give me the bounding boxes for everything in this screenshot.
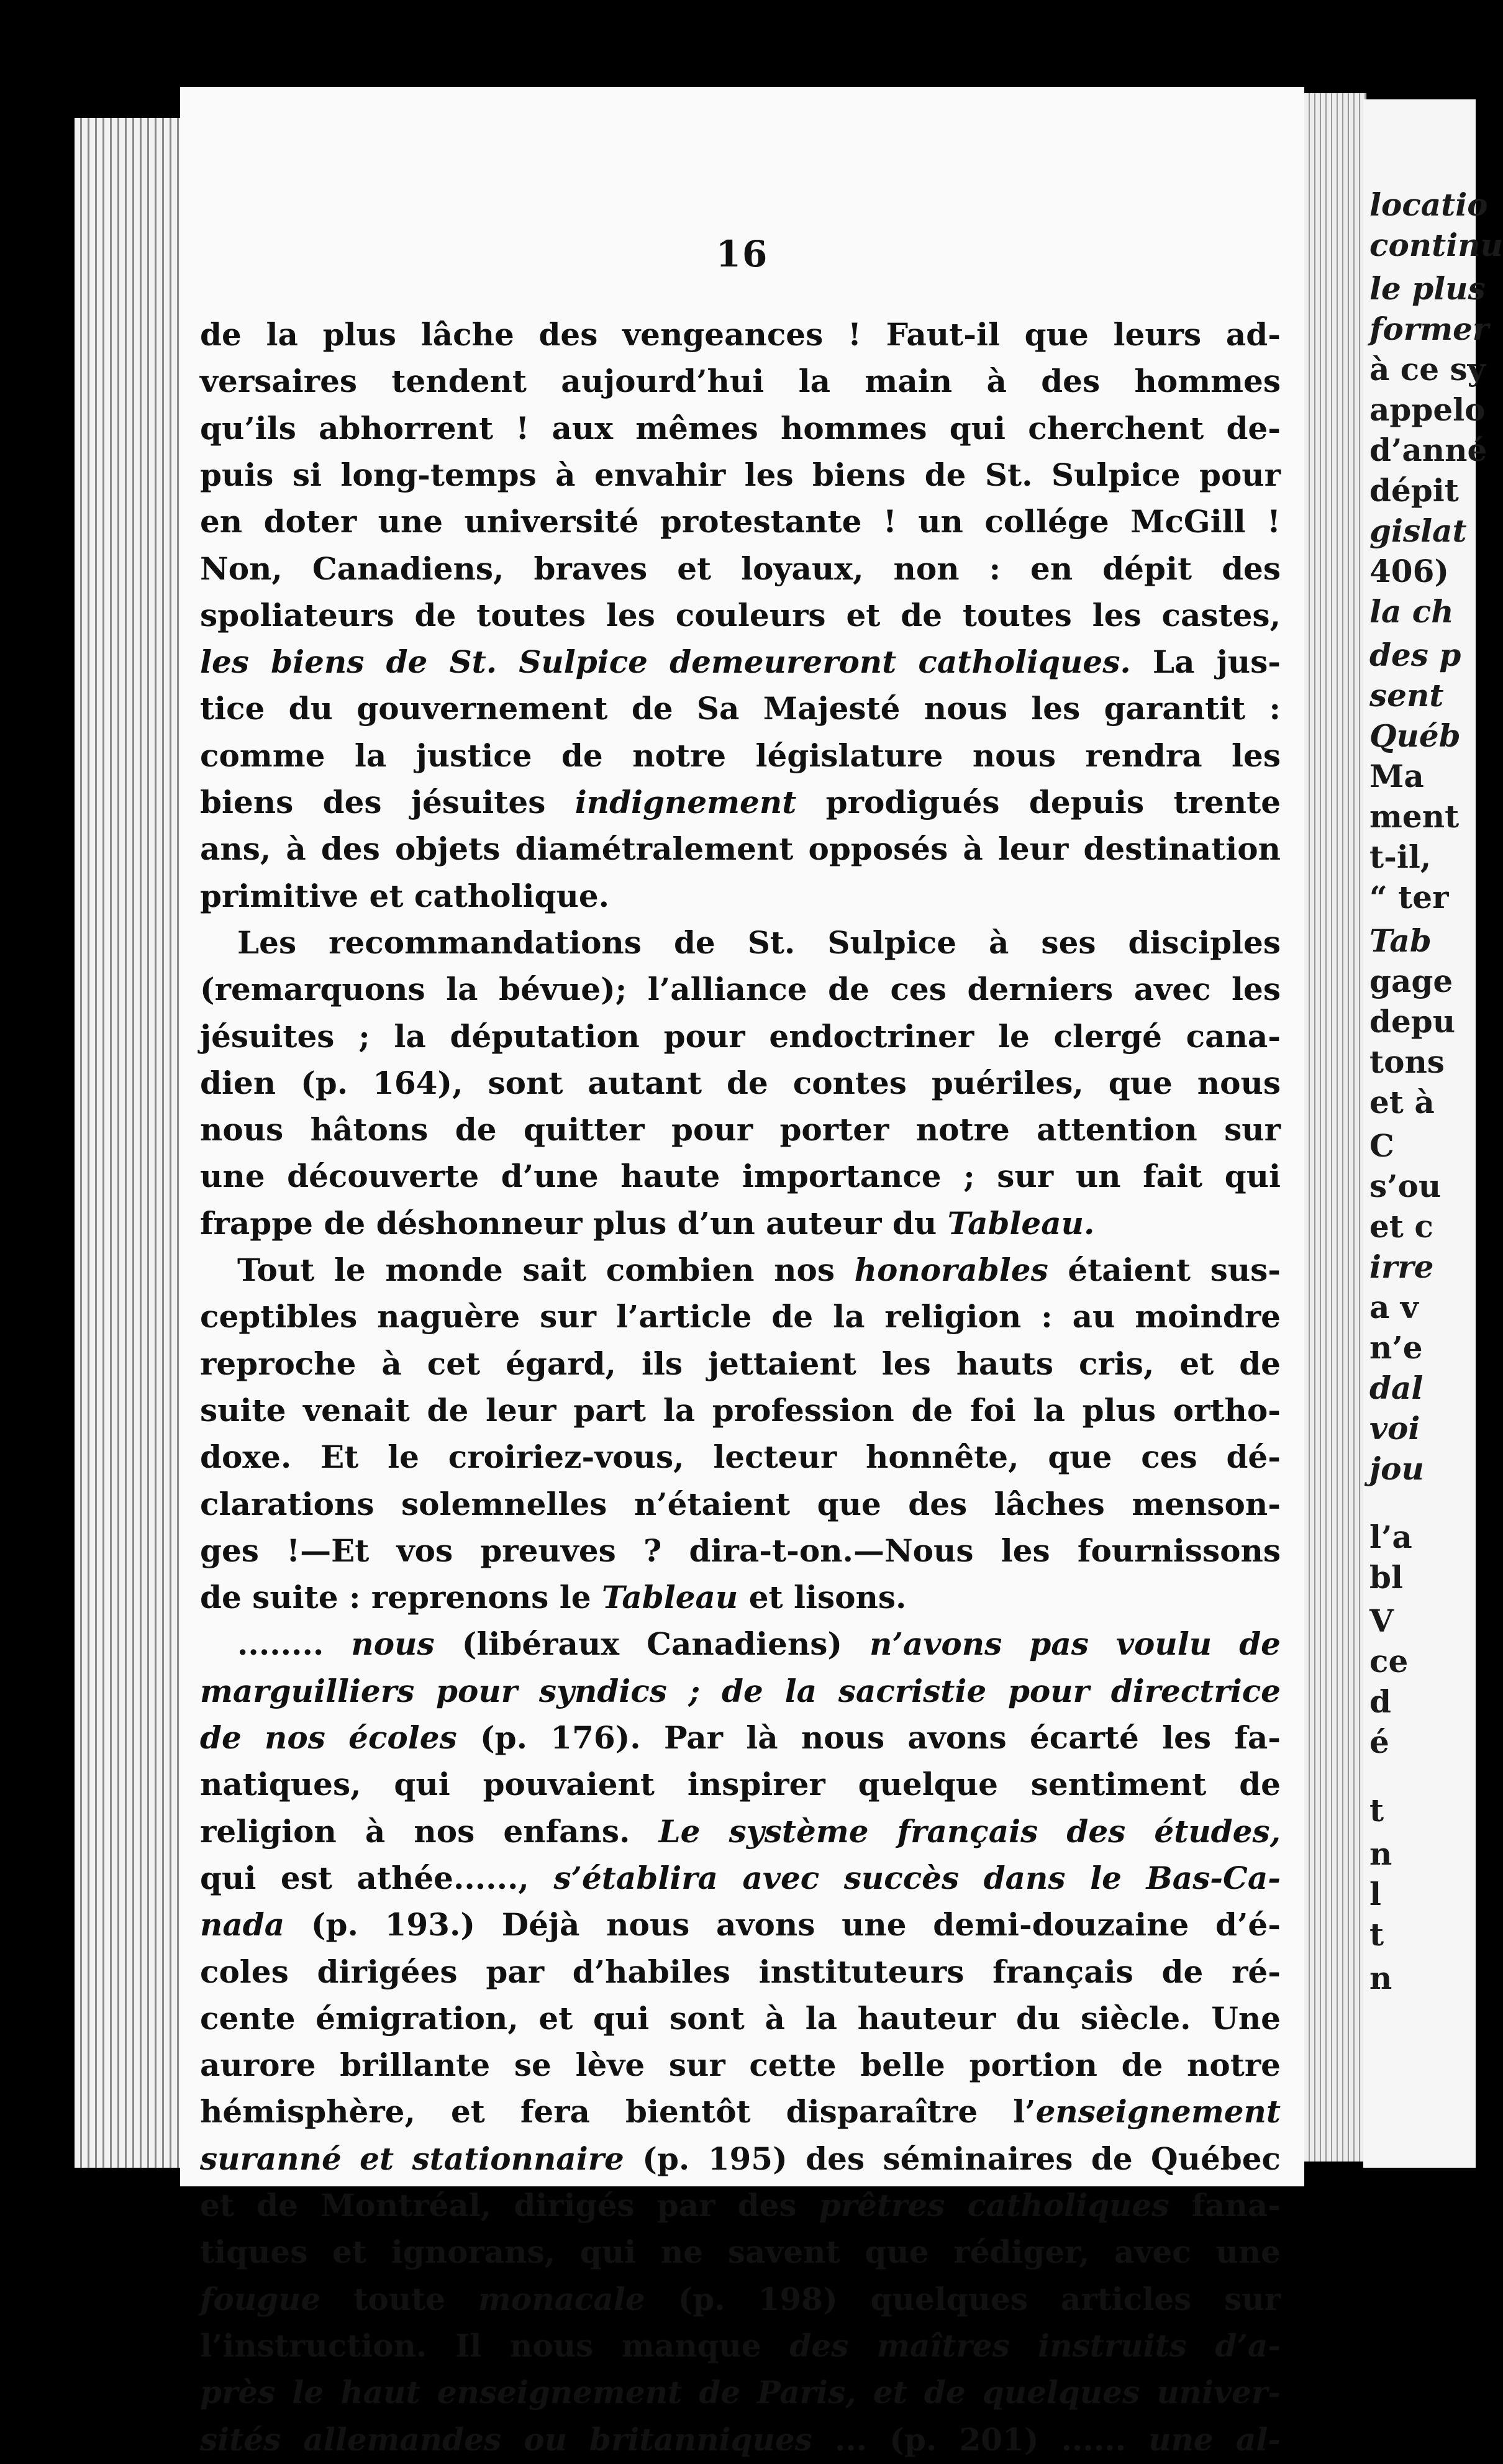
text-line: nada (p. 193.) Déjà nous avons une demi-douzaine d’é-	[200, 1906, 1281, 1943]
next-page-text-fragment: voi	[1369, 1410, 1420, 1447]
text-line: tiques et ignorans, qui ne savent que rédiger, avec une	[200, 2234, 1281, 2270]
text-line: nous hâtons de quitter pour porter notre attention sur	[200, 1111, 1281, 1148]
next-page-text-fragment: 406)	[1369, 553, 1450, 589]
text-line: suite venait de leur part la profession de foi la plus ortho-	[200, 1392, 1281, 1429]
next-page-text-fragment: le plus	[1369, 270, 1486, 307]
text-line: marguilliers pour syndics ; de la sacristie pour directrice	[200, 1673, 1281, 1709]
text-line: en doter une université protestante ! un collége McGill !	[200, 503, 1281, 540]
text-line: l’instruction. Il nous manque des maîtres instruits d’a-	[200, 2327, 1281, 2364]
next-page-text-fragment: depu	[1369, 1003, 1456, 1040]
next-page-text-fragment: continu	[1369, 227, 1503, 263]
next-page-text-fragment: n	[1369, 1835, 1392, 1872]
next-page-text-fragment: sent	[1369, 677, 1444, 714]
next-page-text-fragment: la ch	[1369, 593, 1454, 630]
next-page-text-fragment: t	[1369, 1916, 1384, 1953]
text-line: de suite : reprenons le Tableau et lisons.	[200, 1579, 907, 1616]
next-page-text-fragment: former	[1369, 311, 1489, 347]
text-line: Non, Canadiens, braves et loyaux, non : en dépit des	[200, 550, 1281, 587]
next-page-fragment	[1363, 99, 1503, 2168]
next-page-text-fragment: appelo	[1369, 391, 1486, 428]
next-page-text-fragment: s’ou	[1369, 1168, 1442, 1204]
next-page-text-fragment: l	[1369, 1876, 1381, 1912]
text-line: hémisphère, et fera bientôt disparaître l’enseignement	[200, 2093, 1281, 2130]
next-page-text-fragment: dépit	[1369, 472, 1459, 509]
text-line: ans, à des objets diamétralement opposés à leur destination	[200, 830, 1281, 867]
text-line: près le haut enseignement de Paris, et de quelques univer-	[200, 2374, 1281, 2411]
text-line: reproche à cet égard, ils jettaient les hauts cris, et de	[200, 1345, 1281, 1382]
next-page-text-fragment: C	[1369, 1127, 1394, 1164]
next-page-text-fragment: gage	[1369, 963, 1453, 999]
text-line: versaires tendent aujourd’hui la main à des hommes	[200, 363, 1281, 399]
text-line: qui est athée......, s’établira avec succès dans le Bas-Ca-	[200, 1860, 1281, 1896]
text-line: doxe. Et le croiriez-vous, lecteur honnête, que ces dé-	[200, 1439, 1281, 1475]
text-line: primitive et catholique.	[200, 878, 610, 914]
next-page-text-fragment: n’e	[1369, 1329, 1423, 1366]
next-page-text-fragment: “ ter	[1369, 879, 1449, 916]
text-line: et de Montréal, dirigés par des prêtres catholiques fana-	[200, 2187, 1281, 2224]
next-page-text-fragment: d	[1369, 1683, 1391, 1720]
next-page-text-fragment: n	[1369, 1960, 1392, 1996]
text-line: dien (p. 164), sont autant de contes puériles, que nous	[200, 1065, 1281, 1101]
next-page-text-fragment: jou	[1369, 1450, 1424, 1487]
next-page-text-fragment: locatio	[1369, 186, 1488, 223]
left-page-edges	[75, 118, 183, 2168]
text-line: jésuites ; la députation pour endoctriner le clergé cana-	[200, 1018, 1281, 1055]
next-page-text-fragment: dal	[1369, 1370, 1424, 1406]
next-page-text-fragment: t-il,	[1369, 839, 1432, 875]
text-line: suranné et stationnaire (p. 195) des séminaires de Québec	[200, 2140, 1281, 2177]
next-page-text-fragment: irre	[1369, 1248, 1434, 1285]
next-page-text-fragment: Québ	[1369, 717, 1461, 754]
next-page-text-fragment: Ma	[1369, 758, 1424, 794]
text-line: une découverte d’une haute importance ; sur un fait qui	[200, 1158, 1281, 1194]
text-line: frappe de déshonneur plus d’un auteur du Tableau.	[200, 1205, 1095, 1242]
text-line: Les recommandations de St. Sulpice à ses disciples	[237, 924, 1281, 961]
next-page-text-fragment: d’anné	[1369, 432, 1487, 468]
text-line: puis si long-temps à envahir les biens de St. Sulpice pour	[200, 457, 1281, 493]
text-line: de nos écoles (p. 176). Par là nous avons écarté les fa-	[200, 1719, 1281, 1756]
next-page-text-fragment: ce	[1369, 1643, 1409, 1680]
next-page-text-fragment: é	[1369, 1724, 1389, 1760]
text-line: les biens de St. Sulpice demeureront catholiques. La jus-	[200, 643, 1281, 680]
text-line: ........ nous (libéraux Canadiens) n’avons pas voulu de	[237, 1625, 1281, 1662]
text-line: ges !—Et vos preuves ? dira-t-on.—Nous les fournissons	[200, 1532, 1281, 1569]
next-page-text-fragment: ment	[1369, 798, 1460, 835]
text-line: qu’ils abhorrent ! aux mêmes hommes qui cherchent de-	[200, 410, 1281, 447]
next-page-text-fragment: t	[1369, 1792, 1384, 1829]
text-line: spoliateurs de toutes les couleurs et de toutes les castes,	[200, 597, 1281, 634]
text-line: (remarquons la bévue); l’alliance de ces derniers avec les	[200, 971, 1281, 1007]
next-page-text-fragment: l’a	[1369, 1519, 1412, 1555]
text-line: Tout le monde sait combien nos honorables étaient sus-	[237, 1252, 1281, 1288]
body-text	[200, 311, 1281, 2458]
text-line: fougue toute monacale (p. 198) quelques articles sur	[200, 2281, 1281, 2317]
next-page-text-fragment: gislat	[1369, 512, 1467, 549]
next-page-text-fragment: et à	[1369, 1084, 1435, 1121]
text-line: de la plus lâche des vengeances ! Faut-il que leurs ad-	[200, 316, 1281, 353]
next-page-text-fragment: tons	[1369, 1043, 1445, 1080]
text-line: coles dirigées par d’habiles instituteurs français de ré-	[200, 1953, 1281, 1990]
next-page-text-fragment: a v	[1369, 1289, 1419, 1325]
text-line: religion à nos enfans. Le système français des études,	[200, 1813, 1281, 1850]
page-number: 16	[715, 233, 769, 275]
next-page-text-fragment: des p	[1369, 637, 1461, 673]
next-page-text-fragment: Tab	[1369, 922, 1432, 959]
next-page-text-fragment: et c	[1369, 1208, 1433, 1245]
text-line: biens des jésuites indignement prodigués depuis trente	[200, 784, 1281, 821]
text-line: aurore brillante se lève sur cette belle portion de notre	[200, 2047, 1281, 2083]
text-line: sités allemandes ou britanniques ... (p. 201) ...... une al-	[200, 2421, 1281, 2458]
text-line: clarations solemnelles n’étaient que des lâches menson-	[200, 1486, 1281, 1522]
text-line: natiques, qui pouvaient inspirer quelque sentiment de	[200, 1766, 1281, 1803]
right-page-edges	[1304, 93, 1366, 2162]
text-line: ceptibles naguère sur l’article de la religion : au moindre	[200, 1298, 1281, 1335]
text-line: cente émigration, et qui sont à la hauteur du siècle. Une	[200, 2000, 1281, 2037]
text-line: tice du gouvernement de Sa Majesté nous les garantit :	[200, 690, 1281, 727]
next-page-text-fragment: V	[1369, 1603, 1394, 1639]
next-page-text-fragment: à ce sy	[1369, 351, 1486, 388]
text-line: comme la justice de notre législature nous rendra les	[200, 737, 1281, 774]
next-page-text-fragment: bl	[1369, 1559, 1403, 1596]
